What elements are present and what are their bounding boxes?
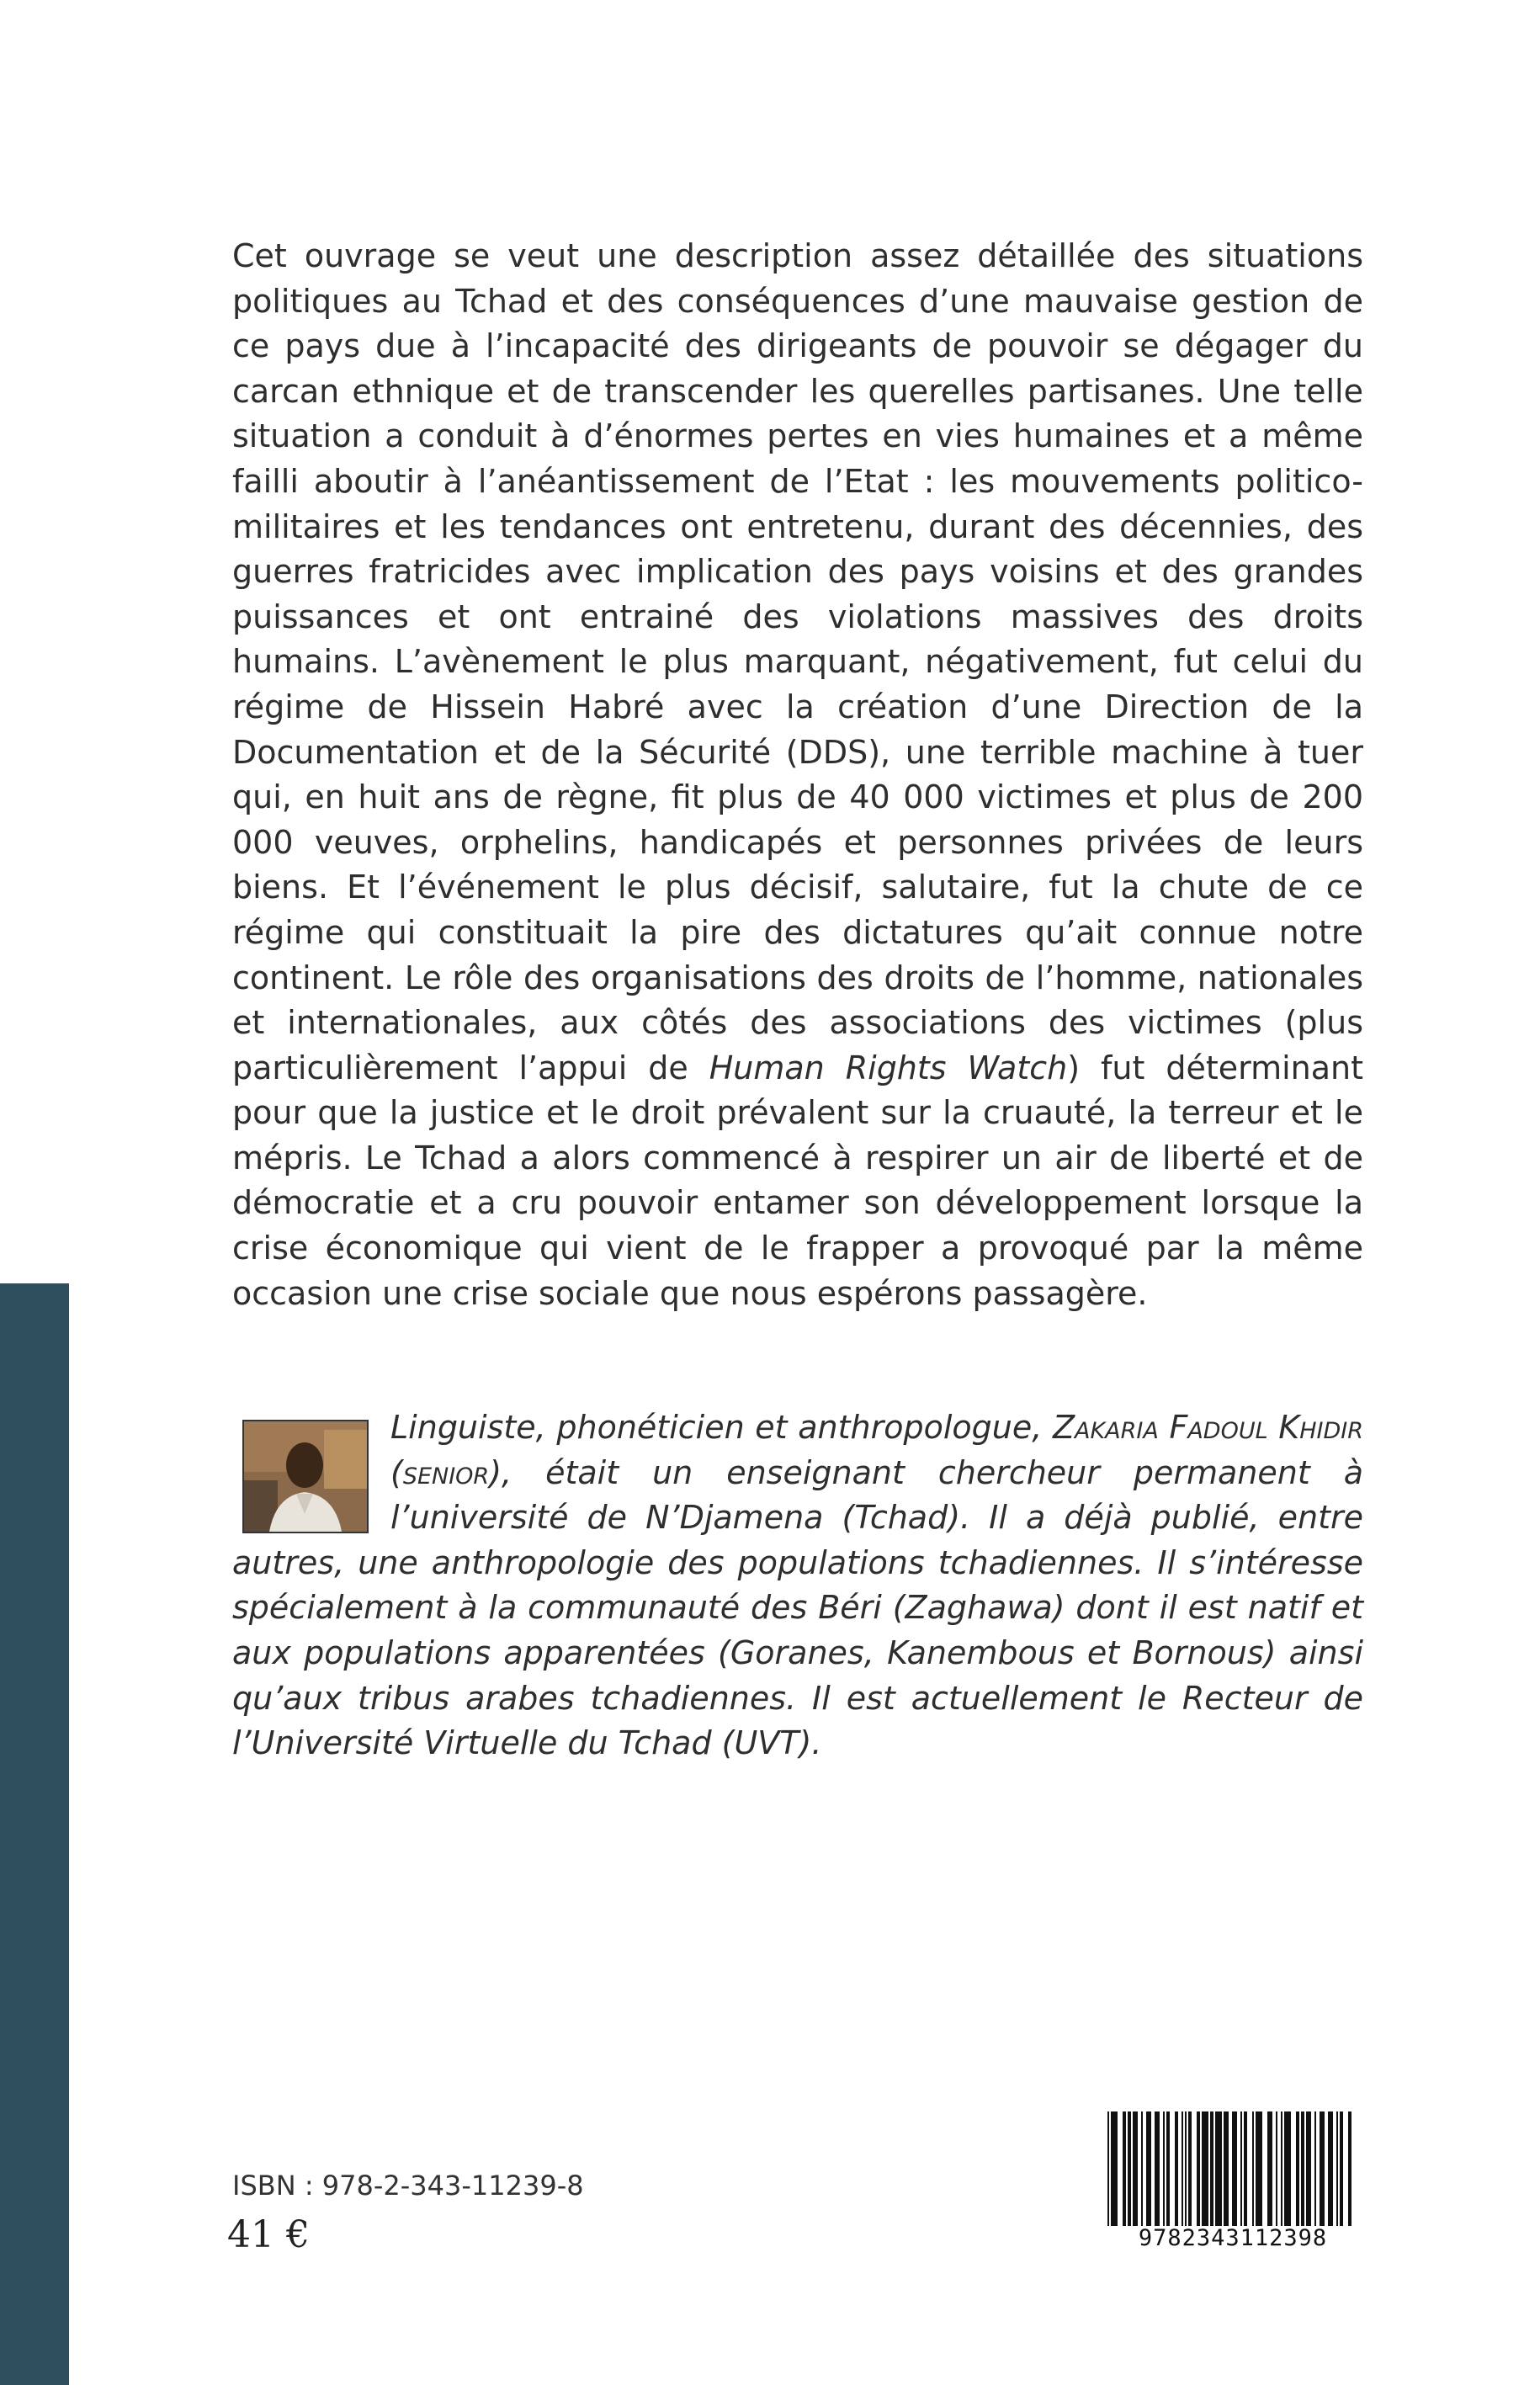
barcode-bar [1336,2111,1338,2226]
blurb-org-name: Human Rights Watch [709,1049,1068,1086]
barcode-bar [1123,2111,1126,2226]
spine-band [0,1283,69,2385]
barcode-bar [1107,2111,1109,2226]
blurb-text-part1: Cet ouvrage se veut une description assez détaillée des situations politiques au Tchad et des conséquences d’une mauvaise gestion de ce pays due à l’incapacité des dirigeants de pouvoir se dégager du carcan ethnique et de transcender les querelles partisanes. Une telle situation a conduit à d’énormes pertes en vies humaines et a même failli aboutir à l’anéantissement de l’Etat : les mouvements politico-militaires et les tendances ont entretenu, durant des décennies, des guerres fratricides avec implication des pays voisins et des grandes puissances et ont entrainé des violations massives des droits humains. L’avènement le plus marquant, négativement, fut celui du régime de Hissein Habré avec la création d’une Direction de la Documentation et de la Sécurité (DDS), une terrible machine à tuer qui, en huit ans de règne, fit plus de 40 000 victimes et plus de 200 000 veuves, orphelins, handicapés et personnes privées de leurs biens. Et l’événement le plus décisif, salutaire, fut la chute de ce régime qui constituait la pire des dictatures qu’ait connue notre continent. Le rôle des organisations des droits de l’homme, nationales et internationales, aux côtés des associations des victimes (plus particulièrement l’appui de [232,237,1363,1086]
barcode-bar [1306,2111,1311,2226]
barcode-bar [1133,2111,1138,2226]
barcode-bar [1182,2111,1183,2226]
barcode-bar [1340,2111,1343,2226]
barcode-bar [1232,2111,1237,2226]
barcode-bar [1244,2111,1247,2226]
barcode-bar [1296,2111,1299,2226]
author-bio [232,1405,1363,1766]
barcode-bar [1111,2111,1118,2226]
barcode-bar [1155,2111,1160,2226]
barcode-bar [1146,2111,1151,2226]
isbn-label: ISBN : 978-2-343-11239-8 [232,2170,584,2202]
barcode-bar [1252,2111,1254,2226]
barcode-bar [1240,2111,1242,2226]
price-label: 41 € [227,2213,310,2256]
barcode-bar [1175,2111,1178,2226]
barcode-bar [1281,2111,1282,2226]
barcode-bar [1141,2111,1143,2226]
barcode-bar [1166,2111,1170,2226]
back-cover-blurb [232,234,1363,1316]
barcode [1102,2108,1363,2251]
author-name: Zakaria Fadoul Khidir (senior) [390,1409,1363,1491]
bio-intro: Linguiste, phonéticien et anthropologue, [390,1409,1043,1446]
barcode-bar [1210,2111,1213,2226]
barcode-bar [1128,2111,1131,2226]
barcode-bar [1256,2111,1262,2226]
barcode-bar [1348,2111,1351,2226]
barcode-bar [1202,2111,1208,2226]
barcode-bars-icon [1102,2108,1363,2230]
barcode-bar [1215,2111,1222,2226]
barcode-bar [1320,2111,1325,2226]
bio-text: , était un enseignant chercheur permanent à l’université de N’Djamena (Tchad). Il a déjà publié, entre autres, une anthropologie des populations tchadiennes. Il s’intéresse spécialement à la communauté des Béri (Zaghawa) dont il est natif et aux populations apparentées (Goranes, Kanembous et Bornous) ainsi qu’aux tribus arabes tchadiennes. Il est actuellement le Recteur de l’Université Virtuelle du Tchad (UVT). [232,1453,1363,1762]
barcode-bar [1328,2111,1333,2226]
barcode-bar [1185,2111,1187,2226]
barcode-bar [1163,2111,1165,2226]
barcode-bar [1197,2111,1200,2226]
barcode-bar [1224,2111,1229,2226]
barcode-bar [1284,2111,1291,2226]
barcode-bar [1276,2111,1277,2226]
blurb-text-part2: ) fut déterminant pour que la justice et le droit prévalent sur la cruauté, la terreur et le mépris. Le Tchad a alors commencé à respirer un air de liberté et de démocratie et a cru pouvoir entamer son développement lorsque la crise économique qui vient de le frapper a provoqué par la même occasion une crise sociale que nous espérons passagère. [232,1049,1363,1312]
barcode-bar [1301,2111,1304,2226]
barcode-bar [1314,2111,1316,2226]
barcode-bar [1267,2111,1272,2226]
barcode-bar [1188,2111,1192,2226]
barcode-digits: 9782343112398 [1102,2226,1363,2251]
